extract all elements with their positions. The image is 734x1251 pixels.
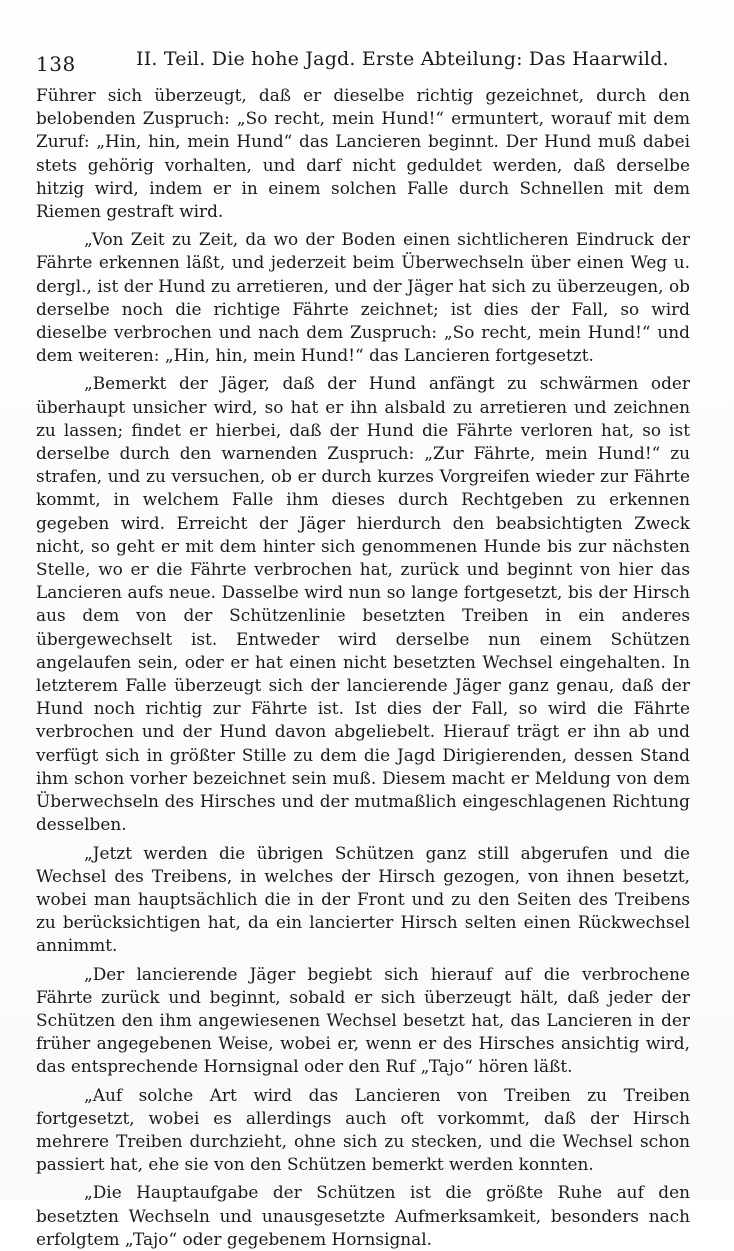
paragraph: „Der lancierende Jäger begiebt sich hierauf auf die verbrochene Fährte zurück und beginnt, sobald er sich überzeugt hält, daß jeder der Schützen den ihm angewiesenen Wechsel besetzt hat, das Lancieren in der früher angegebenen Weise, wobei er, wenn er des Hirsches ansichtig wird, das entsprechende Hornsignal oder den Ruf „Tajo“ hören läßt.	[36, 963, 690, 1077]
paragraph: „Die Hauptaufgabe der Schützen ist die größte Ruhe auf den besetzten Wechseln und unausgesetzte Aufmerksamkeit, besonders nach erfolgtem „Tajo“ oder gegebenem Hornsignal.	[36, 1182, 690, 1249]
paragraph: „Jetzt werden die übrigen Schützen ganz still abgerufen und die Wechsel des Treibens, in welches der Hirsch gezogen, von ihnen besetzt, wobei man hauptsächlich die in der Front und zu den Seiten des Treibens zu berücksichtigen hat, da ein lancierter Hirsch selten einen Rückwechsel annimmt.	[36, 842, 690, 956]
running-head: II. Teil. Die hohe Jagd. Erste Abteilung: Das Haarwild.	[136, 48, 669, 70]
paragraph: „Auf solche Art wird das Lancieren von Treiben zu Treiben fortgesetzt, wobei es allerdings auch oft vorkommt, daß der Hirsch mehrere Treiben durchzieht, ohne sich zu stecken, und die Wechsel schon passiert hat, ehe sie von den Schützen bemerkt werden konnten.	[36, 1084, 690, 1175]
paragraph: „Bemerkt der Jäger, daß der Hund anfängt zu schwärmen oder überhaupt unsicher wird, so hat er ihn alsbald zu arretieren und zeichnen zu lassen; findet er hierbei, daß der Hund die Fährte verloren hat, so ist derselbe durch den warnenden Zuspruch: „Zur Fährte, mein Hund!“ zu strafen, und zu versuchen, ob er durch kurzes Vorgreifen wieder zur Fährte kommt, in welchem Falle ihm dieses durch Rechtgeben zu erkennen gegeben wird. Erreicht der Jäger hierdurch den beabsichtigten Zweck nicht, so geht er mit dem hinter sich genommenen Hunde bis zur nächsten Stelle, wo er die Fährte verbrochen hat, zurück und beginnt von hier das Lancieren aufs neue. Dasselbe wird nun so lange fortgesetzt, bis der Hirsch aus dem von der Schützenlinie besetzten Treiben in ein anderes übergewechselt ist. Entweder wird derselbe nun einem Schützen angelaufen sein, oder er hat einen nicht besetzten Wechsel eingehalten. In letzterem Falle überzeugt sich der lancierende Jäger ganz genau, daß der Hund noch richtig zur Fährte ist. Ist dies der Fall, so wird die Fährte verbrochen und der Hund davon abgeliebelt. Hierauf trägt er ihn ab und verfügt sich in größter Stille zu dem die Jagd Dirigierenden, dessen Stand ihm schon vorher bezeichnet sein muß. Diesem macht er Meldung von dem Überwechseln des Hirsches und der mutmaßlich eingeschlagenen Richtung desselben.	[36, 373, 690, 835]
paragraph: „Von Zeit zu Zeit, da wo der Boden einen sichtlicheren Eindruck der Fährte erkennen läßt, und jederzeit beim Überwechseln über einen Weg u. dergl., ist der Hund zu arretieren, und der Jäger hat sich zu überzeugen, ob derselbe noch die richtige Fährte zeichnet; ist dies der Fall, so wird dieselbe verbrochen und nach dem Zuspruch: „So recht, mein Hund!“ und dem weiteren: „Hin, hin, mein Hund!“ das Lancieren fortgesetzt.	[36, 229, 690, 366]
page-header	[36, 42, 696, 80]
page-number: 138	[36, 52, 76, 76]
body-text	[36, 84, 690, 1249]
paragraph: Führer sich überzeugt, daß er dieselbe richtig gezeichnet, durch den belobenden Zuspruch: „So recht, mein Hund!“ ermuntert, worauf mit dem Zuruf: „Hin, hin, mein Hund“ das Lancieren beginnt. Der Hund muß dabei stets gehörig vorhalten, und darf nicht geduldet werden, daß derselbe hitzig wird, indem er in einem solchen Falle durch Schnellen mit dem Riemen gestraft wird.	[36, 85, 690, 222]
